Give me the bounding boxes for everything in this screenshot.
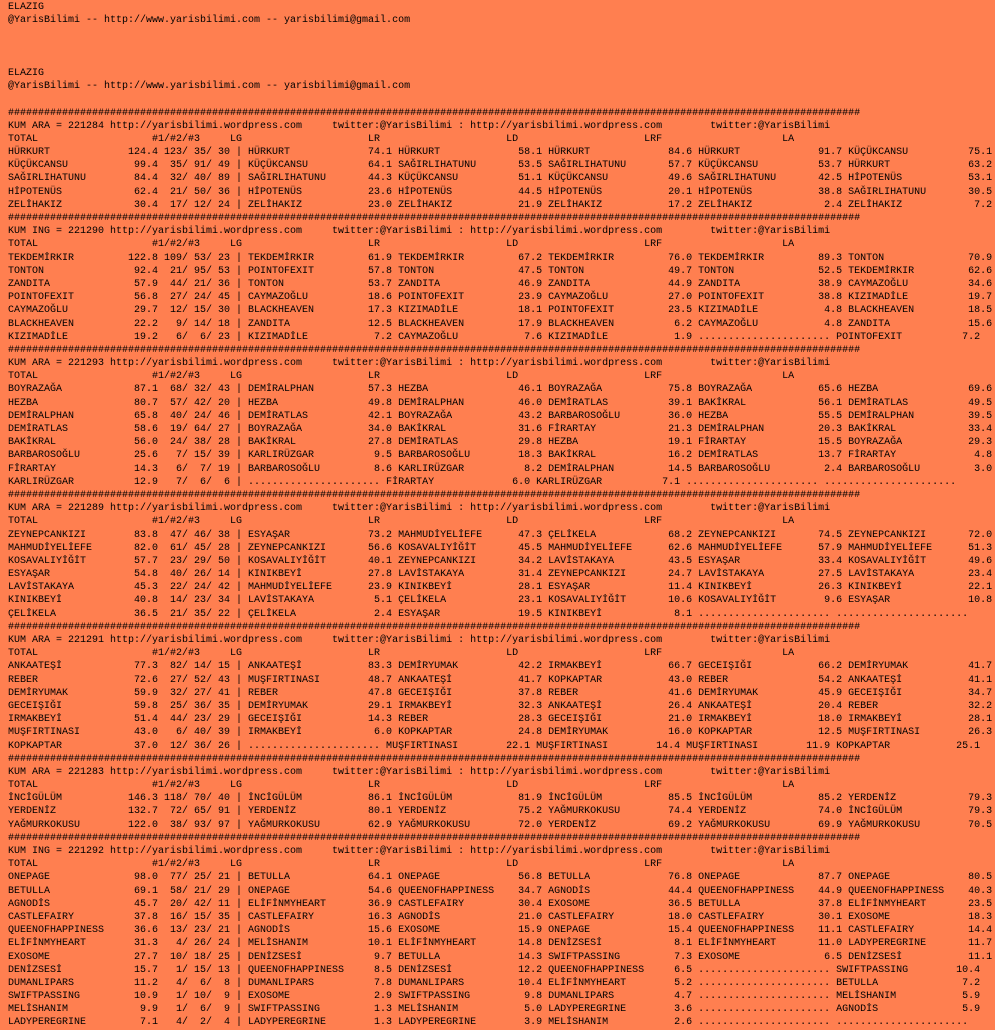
horse-stats-row: DENİZSESİ 15.7 1/ 15/ 13 | QUEENOFHAPPINESS 8.5 DENİZSESİ 12.2 QUEENOFHAPPINESS 6.5 ...................... SWIFTPASSING 10.4 bbox=[8, 964, 981, 976]
horse-stats-row: DUMANLIPARS 11.2 4/ 6/ 8 | DUMANLIPARS 7.8 DUMANLIPARS 10.4 ELİFİNMYHEART 5.2 ...................... BETULLA 7.2 bbox=[8, 977, 981, 989]
contact-line: @YarisBilimi -- http://www.yarisbilimi.com -- yarisbilimi@gmail.com bbox=[8, 15, 411, 27]
horse-stats-row: HÜRKURT 124.4 123/ 35/ 30 | HÜRKURT 74.1 HÜRKURT 58.1 HÜRKURT 84.6 HÜRKURT 91.7 KÜÇÜKCANSU 75.1 bbox=[8, 147, 993, 159]
location-title: ELAZIG bbox=[8, 2, 45, 13]
horse-stats-row: LAVİSTAKAYA 45.3 22/ 24/ 42 | MAHMUDİYELİEFE 23.9 KINIKBEYİ 28.1 ESYAŞAR 11.4 KINIKBEYİ 26.3 KINIKBEYİ 22.1 bbox=[8, 582, 993, 594]
horse-stats-row: MAHMUDİYELİEFE 82.0 61/ 45/ 28 | ZEYNEPCANKIZI 56.6 KOSAVALIYİĞİT 45.5 MAHMUDİYELİEFE 62.6 MAHMUDİYELİEFE 57.9 MAHMUDİYELİEFE 51.3 bbox=[8, 542, 993, 554]
race-header-line: KUM ING = 221290 http://yarisbilimi.wordpress.com twitter:@YarisBilimi : http://yarisbilimi.wordpress.com twitter:@YarisBilimi bbox=[8, 226, 831, 238]
section-separator: ############################################################################################################################################## bbox=[8, 107, 861, 119]
horse-stats-row: TEKDEMİRKIR 122.8 109/ 53/ 23 | TEKDEMİRKIR 61.9 TEKDEMİRKIR 67.2 TEKDEMİRKIR 76.0 TEKDEMİRKIR 89.3 TONTON 70.9 bbox=[8, 252, 993, 264]
section-separator: ############################################################################################################################################## bbox=[8, 832, 861, 844]
column-header-line: TOTAL #1/#2/#3 LG LR LD LRF LA bbox=[8, 648, 795, 660]
race-header-line: KUM ARA = 221283 http://yarisbilimi.wordpress.com twitter:@YarisBilimi : http://yarisbilimi.wordpress.com twitter:@YarisBilimi bbox=[8, 766, 831, 778]
column-header-line: TOTAL #1/#2/#3 LG LR LD LRF LA bbox=[8, 780, 795, 792]
column-header-line: TOTAL #1/#2/#3 LG LR LD LRF LA bbox=[8, 516, 795, 528]
horse-stats-row: ÇELİKELA 36.5 21/ 35/ 22 | ÇELİKELA 2.4 ESYAŞAR 19.5 KINIKBEYİ 8.1 ...................... ...................... bbox=[8, 608, 969, 620]
horse-stats-row: ZEYNEPCANKIZI 83.8 47/ 46/ 38 | ESYAŞAR 73.2 MAHMUDİYELİEFE 47.3 ÇELİKELA 68.2 ZEYNEPCANKIZI 74.5 ZEYNEPCANKIZI 72.0 bbox=[8, 529, 993, 541]
horse-stats-row: FİRARTAY 14.3 6/ 7/ 19 | BARBAROSOĞLU 8.6 KARLIRÜZGAR 8.2 DEMİRALPHAN 14.5 BARBAROSOĞLU 2.4 BARBAROSOĞLU 3.0 bbox=[8, 463, 993, 475]
horse-stats-row: DEMİRALPHAN 65.8 40/ 24/ 46 | DEMİRATLAS 42.1 BOYRAZAĞA 43.2 BARBAROSOĞLU 36.0 HEZBA 55.5 DEMİRALPHAN 39.5 bbox=[8, 410, 993, 422]
horse-stats-row: POINTOFEXIT 56.8 27/ 24/ 45 | CAYMAZOĞLU 18.6 POINTOFEXIT 23.9 CAYMAZOĞLU 27.0 POINTOFEXIT 38.8 KIZIMADİLE 19.7 bbox=[8, 292, 993, 304]
horse-stats-row: BLACKHEAVEN 22.2 9/ 14/ 18 | ZANDITA 12.5 BLACKHEAVEN 17.9 BLACKHEAVEN 6.2 CAYMAZOĞLU 4.8 ZANDITA 15.6 bbox=[8, 318, 993, 330]
horse-stats-row: LADYPEREGRINE 7.1 4/ 2/ 4 | LADYPEREGRINE 1.3 LADYPEREGRINE 3.9 MELİSHANIM 2.6 ...................... ...................... bbox=[8, 1017, 969, 1029]
horse-stats-row: BETULLA 69.1 58/ 21/ 29 | ONEPAGE 54.6 QUEENOFHAPPINESS 34.7 AGNODİS 44.4 QUEENOFHAPPINESS 44.9 QUEENOFHAPPINESS 40.3 bbox=[8, 885, 993, 897]
horse-stats-row: SWIFTPASSING 10.9 1/ 10/ 9 | EXOSOME 2.9 SWIFTPASSING 9.8 DUMANLIPARS 4.7 ...................... MELİSHANIM 5.9 bbox=[8, 991, 981, 1003]
location-title: ELAZIG bbox=[8, 67, 45, 79]
horse-stats-row: BAKİKRAL 56.0 24/ 38/ 28 | BAKİKRAL 27.8 DEMİRATLAS 29.8 HEZBA 19.1 FİRARTAY 15.5 BOYRAZAĞA 29.3 bbox=[8, 437, 993, 449]
horse-stats-row: KOSAVALIYİĞİT 57.7 23/ 29/ 50 | KOSAVALIYİĞİT 40.1 ZEYNEPCANKIZI 34.2 LAVİSTAKAYA 43.5 ESYAŞAR 33.4 KOSAVALIYİĞİT 49.6 bbox=[8, 555, 993, 567]
horse-stats-row: YAĞMURKOKUSU 122.0 38/ 93/ 97 | YAĞMURKOKUSU 62.9 YAĞMURKOKUSU 72.0 YERDENİZ 69.2 YAĞMURKOKUSU 69.9 YAĞMURKOKUSU 70.5 bbox=[8, 819, 993, 831]
horse-stats-row: EXOSOME 27.7 10/ 18/ 25 | DENİZSESİ 9.7 BETULLA 14.3 SWIFTPASSING 7.3 EXOSOME 6.5 DENİZSESİ 11.1 bbox=[8, 951, 993, 963]
horse-stats-row: YERDENİZ 132.7 72/ 65/ 91 | YERDENİZ 80.1 YERDENİZ 75.2 YAĞMURKOKUSU 74.4 YERDENİZ 74.0 İNCİGÜLÜM 79.3 bbox=[8, 806, 993, 818]
race-header-line: KUM ARA = 221289 http://yarisbilimi.wordpress.com twitter:@YarisBilimi : http://yarisbilimi.wordpress.com twitter:@YarisBilimi bbox=[8, 503, 831, 515]
horse-stats-row: ONEPAGE 98.0 77/ 25/ 21 | BETULLA 64.1 ONEPAGE 56.8 BETULLA 76.8 ONEPAGE 87.7 ONEPAGE 80.5 bbox=[8, 872, 993, 884]
horse-stats-row: HEZBA 80.7 57/ 42/ 20 | HEZBA 49.8 DEMİRALPHAN 46.0 DEMİRATLAS 39.1 BAKİKRAL 56.1 DEMİRATLAS 49.5 bbox=[8, 397, 993, 409]
column-header-line: TOTAL #1/#2/#3 LG LR LD LRF LA bbox=[8, 239, 795, 251]
horse-stats-row: KARLIRÜZGAR 12.9 7/ 6/ 6 | ...................... FİRARTAY 6.0 KARLIRÜZGAR 7.1 ...................... ...................... bbox=[8, 476, 957, 488]
contact-line: @YarisBilimi -- http://www.yarisbilimi.com -- yarisbilimi@gmail.com bbox=[8, 81, 411, 93]
horse-stats-row: REBER 72.6 27/ 52/ 43 | MUŞFIRTINASI 48.7 ANKAATEŞİ 41.7 KOPKAPTAR 43.0 REBER 54.2 ANKAATEŞİ 41.1 bbox=[8, 674, 993, 686]
column-header-line: TOTAL #1/#2/#3 LG LR LD LRF LA bbox=[8, 859, 795, 871]
blank-line bbox=[8, 54, 992, 67]
horse-stats-row: DEMİRATLAS 58.6 19/ 64/ 27 | BOYRAZAĞA 34.0 BAKİKRAL 31.6 FİRARTAY 21.3 DEMİRALPHAN 20.3 BAKİKRAL 33.4 bbox=[8, 424, 993, 435]
horse-stats-row: QUEENOFHAPPINESS 36.6 13/ 23/ 21 | AGNODİS 15.6 EXOSOME 15.9 ONEPAGE 15.4 QUEENOFHAPPINESS 11.1 CASTLEFAIRY 14.4 bbox=[8, 925, 993, 937]
column-header-line: TOTAL #1/#2/#3 LG LR LD LRF LA bbox=[8, 371, 795, 383]
horse-stats-row: AGNODİS 45.7 20/ 42/ 11 | ELİFİNMYHEART 36.9 CASTLEFAIRY 30.4 EXOSOME 36.5 BETULLA 37.8 ELİFİNMYHEART 23.5 bbox=[8, 898, 993, 910]
section-separator: ############################################################################################################################################## bbox=[8, 344, 861, 356]
section-separator: ############################################################################################################################################## bbox=[8, 489, 861, 501]
section-separator: ############################################################################################################################################## bbox=[8, 621, 861, 633]
blank-line bbox=[8, 93, 992, 106]
blank-line bbox=[8, 41, 992, 54]
horse-stats-row: TONTON 92.4 21/ 95/ 53 | POINTOFEXIT 57.8 TONTON 47.5 TONTON 49.7 TONTON 52.5 TEKDEMİRKIR 62.6 bbox=[8, 265, 993, 277]
horse-stats-row: CAYMAZOĞLU 29.7 12/ 15/ 30 | BLACKHEAVEN 17.3 KIZIMADİLE 18.1 POINTOFEXIT 23.5 KIZIMADİLE 4.8 BLACKHEAVEN 18.5 bbox=[8, 305, 993, 317]
race-header-line: KUM ING = 221292 http://yarisbilimi.wordpress.com twitter:@YarisBilimi : http://yarisbilimi.wordpress.com twitter:@YarisBilimi bbox=[8, 846, 831, 857]
race-stats-document bbox=[8, 1, 992, 1030]
horse-stats-row: IRMAKBEYİ 51.4 44/ 23/ 29 | GECEIŞIĞI 14.3 REBER 28.3 GECEIŞIĞI 21.0 IRMAKBEYİ 18.0 IRMAKBEYİ 28.1 bbox=[8, 714, 993, 726]
horse-stats-row: HİPOTENÜS 62.4 21/ 50/ 36 | HİPOTENÜS 23.6 HİPOTENÜS 44.5 HİPOTENÜS 20.1 HİPOTENÜS 38.8 SAĞIRLIHATUNU 30.5 bbox=[8, 186, 993, 198]
horse-stats-row: MELİSHANIM 9.9 1/ 6/ 9 | SWIFTPASSING 1.3 MELİSHANIM 5.0 LADYPEREGRINE 3.6 ...................... AGNODİS 5.9 bbox=[8, 1004, 981, 1016]
horse-stats-row: DEMİRYUMAK 59.9 32/ 27/ 41 | REBER 47.8 GECEIŞIĞI 37.8 REBER 41.6 DEMİRYUMAK 45.9 GECEIŞIĞI 34.7 bbox=[8, 687, 993, 699]
section-separator: ############################################################################################################################################## bbox=[8, 213, 861, 224]
horse-stats-row: KOPKAPTAR 37.0 12/ 36/ 26 | ...................... MUŞFIRTINASI 22.1 MUŞFIRTINASI 14.4 MUŞFIRTINASI 11.9 KOPKAPTAR 25.1 bbox=[8, 740, 981, 752]
section-separator: ############################################################################################################################################## bbox=[8, 753, 861, 765]
horse-stats-row: CASTLEFAIRY 37.8 16/ 15/ 35 | CASTLEFAIRY 16.3 AGNODİS 21.0 CASTLEFAIRY 18.0 CASTLEFAIRY 30.1 EXOSOME 18.3 bbox=[8, 911, 993, 923]
blank-line bbox=[8, 27, 992, 40]
horse-stats-row: ESYAŞAR 54.8 40/ 26/ 14 | KINIKBEYİ 27.8 LAVİSTAKAYA 31.4 ZEYNEPCANKIZI 24.7 LAVİSTAKAYA 27.5 LAVİSTAKAYA 23.4 bbox=[8, 569, 993, 581]
horse-stats-row: BOYRAZAĞA 87.1 68/ 32/ 43 | DEMİRALPHAN 57.3 HEZBA 46.1 BOYRAZAĞA 75.8 BOYRAZAĞA 65.6 HEZBA 69.6 bbox=[8, 384, 993, 396]
race-header-line: KUM ARA = 221284 http://yarisbilimi.wordpress.com twitter:@YarisBilimi : http://yarisbilimi.wordpress.com twitter:@YarisBilimi bbox=[8, 120, 831, 132]
horse-stats-row: KINIKBEYİ 40.8 14/ 23/ 34 | LAVİSTAKAYA 5.1 ÇELİKELA 23.1 KOSAVALIYİĞİT 10.6 KOSAVALIYİĞİT 9.6 ESYAŞAR 10.8 bbox=[8, 595, 993, 607]
horse-stats-row: KÜÇÜKCANSU 99.4 35/ 91/ 49 | KÜÇÜKCANSU 64.1 SAĞIRLIHATUNU 53.5 SAĞIRLIHATUNU 57.7 KÜÇÜKCANSU 53.7 HÜRKURT 63.2 bbox=[8, 160, 993, 172]
horse-stats-row: İNCİGÜLÜM 146.3 118/ 70/ 40 | İNCİGÜLÜM 86.1 İNCİGÜLÜM 81.9 İNCİGÜLÜM 85.5 İNCİGÜLÜM 85.2 YERDENİZ 79.3 bbox=[8, 793, 993, 805]
race-header-line: KUM ARA = 221291 http://yarisbilimi.wordpress.com twitter:@YarisBilimi : http://yarisbilimi.wordpress.com twitter:@YarisBilimi bbox=[8, 635, 831, 646]
horse-stats-row: KIZIMADİLE 19.2 6/ 6/ 23 | KIZIMADİLE 7.2 CAYMAZOĞLU 7.6 KIZIMADİLE 1.9 ...................... POINTOFEXIT 7.2 bbox=[8, 331, 981, 343]
horse-stats-row: ANKAATEŞİ 77.3 82/ 14/ 15 | ANKAATEŞİ 83.3 DEMİRYUMAK 42.2 IRMAKBEYİ 66.7 GECEIŞIĞI 66.2 DEMİRYUMAK 41.7 bbox=[8, 661, 993, 673]
column-header-line: TOTAL #1/#2/#3 LG LR LD LRF LA bbox=[8, 133, 795, 145]
horse-stats-row: MUŞFIRTINASI 43.0 6/ 40/ 39 | IRMAKBEYİ 6.0 KOPKAPTAR 24.8 DEMİRYUMAK 16.0 KOPKAPTAR 12.5 MUŞFIRTINASI 26.3 bbox=[8, 727, 993, 739]
horse-stats-row: GECEIŞIĞI 59.8 25/ 36/ 35 | DEMİRYUMAK 29.1 IRMAKBEYİ 32.3 ANKAATEŞİ 26.4 ANKAATEŞİ 20.4 REBER 32.2 bbox=[8, 700, 993, 712]
horse-stats-row: ZANDITA 57.9 44/ 21/ 36 | TONTON 53.7 ZANDITA 46.9 ZANDITA 44.9 ZANDITA 38.9 CAYMAZOĞLU 34.6 bbox=[8, 278, 993, 290]
horse-stats-row: BARBAROSOĞLU 25.6 7/ 15/ 39 | KARLIRÜZGAR 9.5 BARBAROSOĞLU 18.3 BAKİKRAL 16.2 DEMİRATLAS 13.7 FİRARTAY 4.8 bbox=[8, 450, 993, 462]
horse-stats-row: SAĞIRLIHATUNU 84.4 32/ 40/ 89 | SAĞIRLIHATUNU 44.3 KÜÇÜKCANSU 51.1 KÜÇÜKCANSU 49.6 SAĞIRLIHATUNU 42.5 HİPOTENÜS 53.1 bbox=[8, 173, 993, 185]
horse-stats-row: ELİFİNMYHEART 31.3 4/ 26/ 24 | MELİSHANIM 10.1 ELİFİNMYHEART 14.8 DENİZSESİ 8.1 ELİFİNMYHEART 11.0 LADYPEREGRINE 11.7 bbox=[8, 938, 993, 950]
race-header-line: KUM ARA = 221293 http://yarisbilimi.wordpress.com twitter:@YarisBilimi : http://yarisbilimi.wordpress.com twitter:@YarisBilimi bbox=[8, 358, 831, 370]
horse-stats-row: ZELİHAKIZ 30.4 17/ 12/ 24 | ZELİHAKIZ 23.0 ZELİHAKIZ 21.9 ZELİHAKIZ 17.2 ZELİHAKIZ 2.4 ZELİHAKIZ 7.2 bbox=[8, 199, 993, 211]
